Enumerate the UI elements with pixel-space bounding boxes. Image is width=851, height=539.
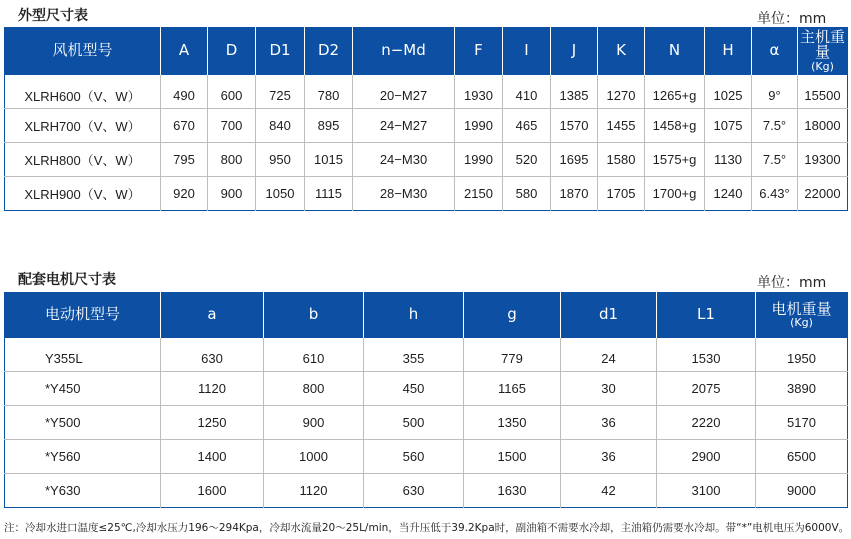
table-cell: 1270 bbox=[598, 75, 645, 109]
table-cell: 30 bbox=[561, 372, 657, 406]
table-cell: 20−M27 bbox=[353, 75, 455, 109]
table-cell: 465 bbox=[503, 109, 551, 143]
header-h: h bbox=[364, 293, 464, 338]
table-row bbox=[5, 143, 848, 177]
table-cell: 900 bbox=[208, 177, 256, 211]
table-row bbox=[5, 338, 848, 372]
table-cell: 2220 bbox=[657, 406, 756, 440]
table-cell: 410 bbox=[503, 75, 551, 109]
table-cell: 15500 bbox=[798, 75, 848, 109]
table-cell: 1990 bbox=[455, 143, 503, 177]
header-L1: L1 bbox=[657, 293, 756, 338]
table-cell: 490 bbox=[161, 75, 208, 109]
table-cell: 520 bbox=[503, 143, 551, 177]
fan-dimension-table bbox=[4, 27, 848, 211]
header-K: K bbox=[598, 28, 645, 75]
header-b: b bbox=[264, 293, 364, 338]
table-cell: 22000 bbox=[798, 177, 848, 211]
table-cell: 780 bbox=[305, 75, 353, 109]
header-main-weight-label: 主机重量 bbox=[799, 27, 845, 62]
table-cell: XLRH800（V、W） bbox=[24, 153, 141, 168]
fan-unit-label: 单位：mm bbox=[757, 11, 827, 27]
table-cell: 1458+g bbox=[645, 109, 705, 143]
table-cell: 355 bbox=[364, 338, 464, 372]
table-cell: Y355L bbox=[45, 350, 83, 366]
table-cell: 6.43° bbox=[752, 177, 798, 211]
table-cell: 950 bbox=[256, 143, 305, 177]
header-fan-model: 风机型号 bbox=[5, 28, 161, 75]
table-cell: 1455 bbox=[598, 109, 645, 143]
table-cell: 920 bbox=[161, 177, 208, 211]
table-row bbox=[5, 474, 848, 508]
table-cell: 2900 bbox=[657, 440, 756, 474]
table-cell: 580 bbox=[503, 177, 551, 211]
header-motor-model: 电动机型号 bbox=[5, 293, 161, 338]
table-cell: 1705 bbox=[598, 177, 645, 211]
table-cell: 3100 bbox=[657, 474, 756, 508]
table-cell: 2075 bbox=[657, 372, 756, 406]
fan-dimension-title: 外型尺寸表 bbox=[18, 8, 88, 24]
motor-table-header-row bbox=[5, 293, 848, 338]
table-row bbox=[5, 109, 848, 143]
header-J: J bbox=[551, 28, 598, 75]
table-row bbox=[5, 406, 848, 440]
table-cell: 1990 bbox=[455, 109, 503, 143]
table-cell: 7.5° bbox=[752, 109, 798, 143]
table-cell: *Y450 bbox=[45, 381, 81, 396]
header-main-weight bbox=[798, 28, 848, 75]
table-cell: 700 bbox=[208, 109, 256, 143]
table-cell: 630 bbox=[161, 338, 264, 372]
table-cell: 1120 bbox=[264, 474, 364, 508]
table-row bbox=[5, 440, 848, 474]
table-cell: 1120 bbox=[161, 372, 264, 406]
table-cell: 1385 bbox=[551, 75, 598, 109]
table-cell: 800 bbox=[208, 143, 256, 177]
header-motor-weight-unit: (Kg) bbox=[790, 316, 813, 330]
table-cell: 2150 bbox=[455, 177, 503, 211]
table-cell: 1250 bbox=[161, 406, 264, 440]
table-row bbox=[5, 177, 848, 211]
table-cell: 795 bbox=[161, 143, 208, 177]
header-N: N bbox=[645, 28, 705, 75]
fan-table-header-row bbox=[5, 28, 848, 75]
table-cell: 1050 bbox=[256, 177, 305, 211]
table-cell: 1265+g bbox=[645, 75, 705, 109]
table-cell: 600 bbox=[208, 75, 256, 109]
table-cell: 630 bbox=[364, 474, 464, 508]
table-cell: 1630 bbox=[464, 474, 561, 508]
table-cell: 24−M30 bbox=[353, 143, 455, 177]
table-cell: 1025 bbox=[705, 75, 752, 109]
table-cell: 450 bbox=[364, 372, 464, 406]
header-D2: D2 bbox=[305, 28, 353, 75]
table-cell: 9000 bbox=[756, 474, 848, 508]
table-cell: 1165 bbox=[464, 372, 561, 406]
table-cell: 560 bbox=[364, 440, 464, 474]
header-alpha: α bbox=[752, 28, 798, 75]
table-cell: 1695 bbox=[551, 143, 598, 177]
motor-unit-label: 单位：mm bbox=[757, 275, 827, 291]
table-cell: 1500 bbox=[464, 440, 561, 474]
table-cell: 725 bbox=[256, 75, 305, 109]
table-cell: 1130 bbox=[705, 143, 752, 177]
table-cell: 9° bbox=[752, 75, 798, 109]
table-cell: 1075 bbox=[705, 109, 752, 143]
table-cell: 1000 bbox=[264, 440, 364, 474]
table-cell: 1530 bbox=[657, 338, 756, 372]
table-cell: 610 bbox=[264, 338, 364, 372]
table-cell: 6500 bbox=[756, 440, 848, 474]
table-cell: 1930 bbox=[455, 75, 503, 109]
header-d1: d1 bbox=[561, 293, 657, 338]
table-cell: 1600 bbox=[161, 474, 264, 508]
table-cell: 3890 bbox=[756, 372, 848, 406]
motor-dimension-title: 配套电机尺寸表 bbox=[18, 272, 116, 288]
motor-dimension-table bbox=[4, 292, 848, 508]
table-cell: 5170 bbox=[756, 406, 848, 440]
table-cell: XLRH600（V、W） bbox=[24, 88, 141, 104]
table-cell: 36 bbox=[561, 406, 657, 440]
table-cell: 36 bbox=[561, 440, 657, 474]
table-cell: XLRH900（V、W） bbox=[24, 187, 141, 202]
table-cell: 800 bbox=[264, 372, 364, 406]
table-cell: 1950 bbox=[756, 338, 848, 372]
header-D1: D1 bbox=[256, 28, 305, 75]
table-cell: 900 bbox=[264, 406, 364, 440]
table-cell: 1700+g bbox=[645, 177, 705, 211]
table-cell: 19300 bbox=[798, 143, 848, 177]
table-cell: 1015 bbox=[305, 143, 353, 177]
table-cell: 42 bbox=[561, 474, 657, 508]
table-cell: 840 bbox=[256, 109, 305, 143]
table-cell: *Y560 bbox=[45, 449, 81, 464]
header-F: F bbox=[455, 28, 503, 75]
table-cell: 24−M27 bbox=[353, 109, 455, 143]
table-cell: 670 bbox=[161, 109, 208, 143]
header-D: D bbox=[208, 28, 256, 75]
header-g: g bbox=[464, 293, 561, 338]
table-cell: 779 bbox=[464, 338, 561, 372]
table-cell: 1240 bbox=[705, 177, 752, 211]
table-cell: 1580 bbox=[598, 143, 645, 177]
table-cell: *Y630 bbox=[45, 483, 81, 498]
header-main-weight-unit: (Kg) bbox=[811, 60, 834, 74]
table-cell: 1575+g bbox=[645, 143, 705, 177]
header-n-Md: n−Md bbox=[353, 28, 455, 75]
header-H: H bbox=[705, 28, 752, 75]
table-cell: 7.5° bbox=[752, 143, 798, 177]
table-row bbox=[5, 372, 848, 406]
table-cell: 1570 bbox=[551, 109, 598, 143]
table-cell: 1870 bbox=[551, 177, 598, 211]
table-cell: XLRH700（V、W） bbox=[24, 119, 141, 134]
footnote: 注：冷却水进口温度≤25℃,冷却水压力196～294Kpa，冷却水流量20～25L/min，当升压低于39.2Kpa时，副油箱不需要水冷却，主油箱仍需要水冷却。带“*”电机电压为6000V。 bbox=[4, 522, 850, 534]
table-row bbox=[5, 75, 848, 109]
table-cell: 28−M30 bbox=[353, 177, 455, 211]
header-a: a bbox=[161, 293, 264, 338]
header-motor-weight bbox=[756, 293, 848, 338]
table-cell: 18000 bbox=[798, 109, 848, 143]
table-cell: 1350 bbox=[464, 406, 561, 440]
header-I: I bbox=[503, 28, 551, 75]
table-cell: 1400 bbox=[161, 440, 264, 474]
table-cell: 24 bbox=[561, 338, 657, 372]
header-motor-weight-label: 电机重量 bbox=[771, 299, 832, 318]
table-cell: 500 bbox=[364, 406, 464, 440]
table-cell: 895 bbox=[305, 109, 353, 143]
table-cell: 1115 bbox=[305, 177, 353, 211]
table-cell: *Y500 bbox=[45, 415, 81, 430]
header-A: A bbox=[161, 28, 208, 75]
